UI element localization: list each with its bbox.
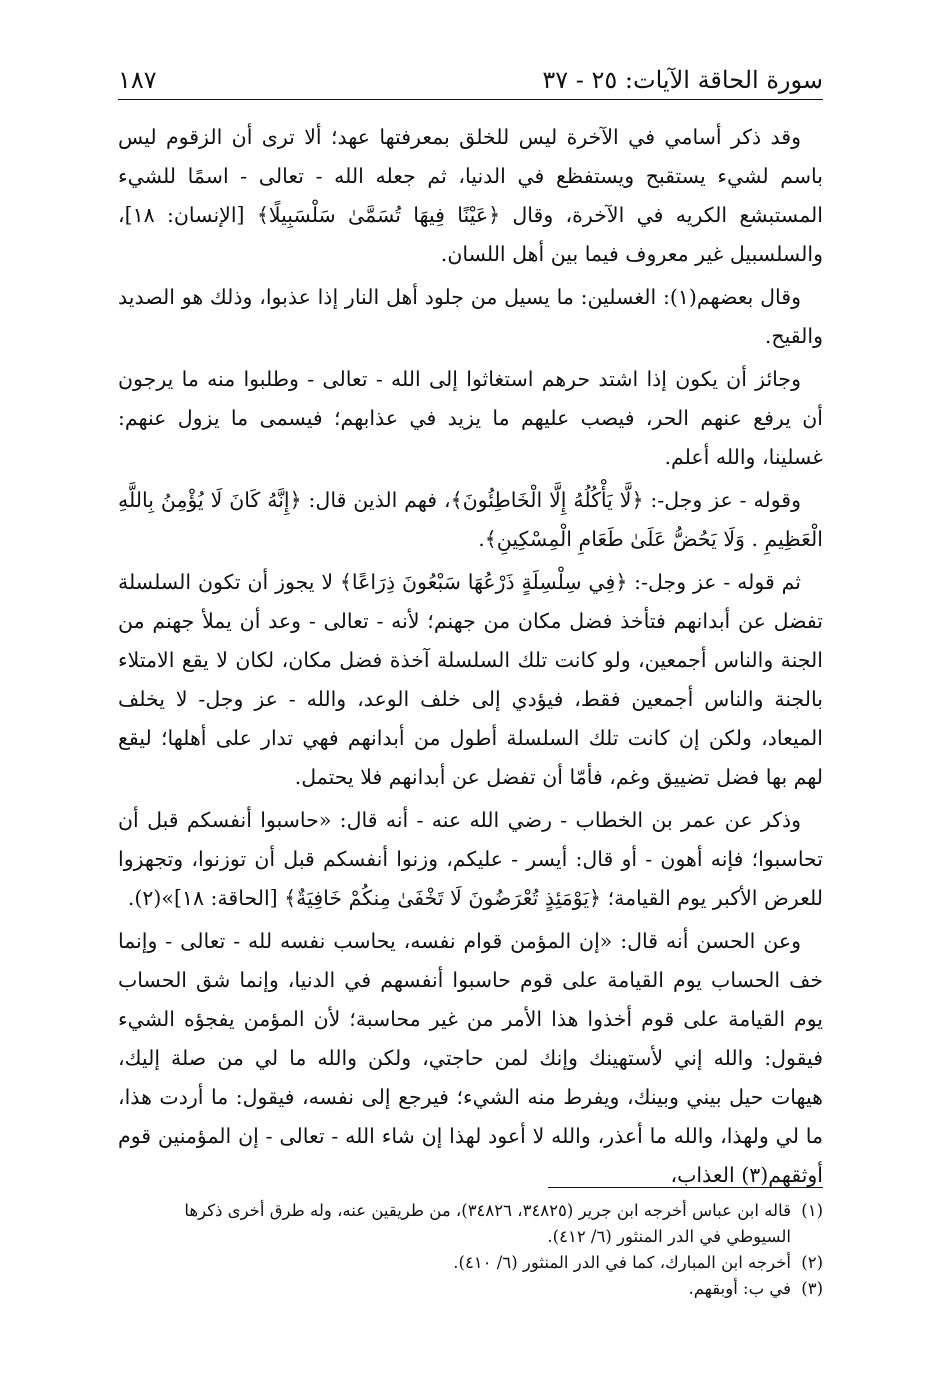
footnote-text: قاله ابن عباس أخرجه ابن جرير (٣٤٨٢٥، ٣٤٨٢٦)، من طريقين عنه، وله طرق أخرى ذكرها السيوطي في الدر المنثور (٦/ ٤١٢). <box>184 1201 791 1246</box>
header-rule <box>118 99 823 100</box>
main-text <box>118 118 823 1199</box>
footnote-number: (٢) <box>801 1253 823 1272</box>
paragraph: وقوله - عز وجل-: ﴿لَّا يَأْكُلُهُ إِلَّا الْخَاطِئُونَ﴾، فهم الذين قال: ﴿إِنَّهُ كَانَ لَا يُؤْمِنُ بِاللَّهِ الْعَظِيمِ . وَلَا يَحُضُّ عَلَىٰ طَعَامِ الْمِسْكِينِ﴾. <box>118 488 823 551</box>
footnote-number: (١) <box>801 1201 823 1220</box>
footnote <box>118 1276 823 1302</box>
footnote-text: أخرجه ابن المبارك، كما في الدر المنثور (٦/ ٤١٠). <box>453 1253 791 1272</box>
footnote-rule <box>548 1187 823 1188</box>
footnote-number: (٣) <box>801 1279 823 1298</box>
footnotes <box>118 1198 823 1302</box>
paragraph: وذكر عن عمر بن الخطاب - رضي الله عنه - أنه قال: «حاسبوا أنفسكم قبل أن تحاسبوا؛ فإنه أهون - أو قال: أيسر - عليكم، وزنوا أنفسكم قبل أن توزنوا، وتجهزوا للعرض الأكبر يوم القيامة؛ ﴿يَوْمَئِذٍ تُعْرَضُونَ لَا تَخْفَىٰ مِنكُمْ خَافِيَةٌ﴾ [الحاقة: ١٨]»(٢). <box>118 808 823 910</box>
page-number: ١٨٧ <box>118 66 157 94</box>
paragraph: ثم قوله - عز وجل-: ﴿فِي سِلْسِلَةٍ ذَرْعُهَا سَبْعُونَ ذِرَاعًا﴾ لا يجوز أن تكون السلسلة تفضل عن أبدانهم فتأخذ فضل مكان من جهنم؛ لأنه - تعالى - وعد أن يملأ جهنم من الجنة والناس أجمعين، ولو كانت تلك السلسلة آخذة فضل مكان، لكان لا يقع الامتلاء بالجنة والناس أجمعين فقط، فيؤدي إلى خلف الوعد، والله - عز وجل- لا يخلف الميعاد، ولكن إن كانت تلك السلسلة أطول من أبدانهم فهي تدار على أهلها؛ ليقع لهم بها فضل تضييق وغم، فأمّا أن تفضل عن أبدانهم فلا يحتمل. <box>118 570 823 789</box>
paragraph: وقد ذكر أسامي في الآخرة ليس للخلق بمعرفتها عهد؛ ألا ترى أن الزقوم ليس باسم لشيء يستقبح ويستفظع في الدنيا، ثم جعله الله - تعالى - اسمًا للشيء المستبشع الكريه في الآخرة، وقال ﴿عَيْنًا فِيهَا تُسَمَّىٰ سَلْسَبِيلًا﴾ [الإنسان: ١٨]، والسلسبيل غير معروف فيما بين أهل اللسان. <box>118 125 823 266</box>
paragraph: وقال بعضهم(١): الغسلين: ما يسيل من جلود أهل النار إذا عذبوا، وذلك هو الصديد والقيح. <box>118 285 823 348</box>
paragraph: وجائز أن يكون إذا اشتد حرهم استغاثوا إلى الله - تعالى - وطلبوا منه ما يرجون أن يرفع عنهم الحر، فيصب عليهم ما يزيد في عذابهم؛ فيسمى ما يزول عنهم: غسلينا، والله أعلم. <box>118 367 823 469</box>
paragraph: وعن الحسن أنه قال: «إن المؤمن قوام نفسه، يحاسب نفسه لله - تعالى - وإنما خف الحساب يوم القيامة على قوم حاسبوا أنفسهم في الدنيا، وإنما شق الحساب يوم القيامة على قوم أخذوا هذا الأمر من غير محاسبة؛ لأن المؤمن يفجؤه الشيء فيقول: والله إني لأستهينك وإنك لمن حاجتي، ولكن والله ما لي من صلة إليك، هيهات حيل بيني وبينك، ويفرط منه الشيء؛ فيرجع إلى نفسه، فيقول: ما أردت هذا، ما لي ولهذا، والله ما أعذر، والله لا أعود لهذا إن شاء الله - تعالى - إن المؤمنين قوم أوثقهم(٣) العذاب، <box>118 929 823 1187</box>
footnote <box>118 1198 823 1250</box>
running-title: سورة الحاقة الآيات: ٢٥ - ٣٧ <box>542 66 823 94</box>
page-header <box>118 58 823 94</box>
footnote <box>118 1250 823 1276</box>
footnote-text: في ب: أوبقهم. <box>688 1279 791 1298</box>
